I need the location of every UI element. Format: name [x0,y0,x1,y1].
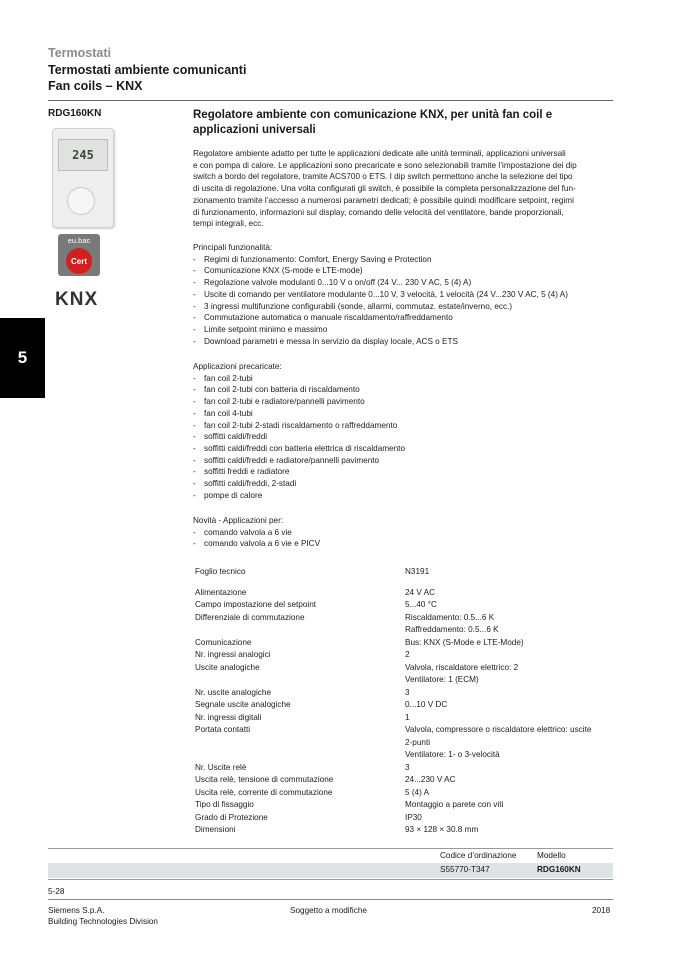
spec-row [195,724,592,736]
header-divider [48,100,613,101]
footer-company [48,905,158,927]
spec-row [195,662,519,674]
spec-value: 93 × 128 × 30.8 mm [405,825,479,834]
footer-divider [48,899,613,900]
thermostat-image [52,128,114,228]
list-item: - fan coil 2-tubi con batteria di riscaldamento [193,384,618,396]
spec-value: 24 V AC [405,588,436,597]
eubac-label: eu.bac [67,236,91,245]
list-item: - fan coil 2-tubi [193,373,618,385]
apps-section [193,361,618,501]
spec-value: 5...40 °C [405,600,437,610]
list-item: - Limite setpoint minimo e massimo [193,324,618,336]
spec-row [195,612,495,624]
order-divider-top [48,848,613,849]
spec-label: Comunicazione [195,638,252,647]
news-section [193,515,618,550]
list-item: - fan coil 2-tubi e radiatore/pannelli pavimento [193,396,618,408]
list-item: - Download parametri e messa in servizio da display locale, ACS o ETS [193,336,618,348]
order-row [48,863,613,878]
spec-row [195,812,422,824]
spec-row [195,712,410,724]
spec-row [195,824,479,836]
spec-label: Differenziale di commutazione [195,612,305,622]
news-heading: Novità - Applicazioni per: [193,516,284,525]
intro-line: Regolatore ambiente adatto per tutte le applicazioni dedicate alle unità terminali, applicazioni universali [193,149,566,158]
spec-label: Nr. ingressi digitali [195,712,262,722]
spec-label: Nr. ingressi analogici [195,650,271,660]
spec-label: Uscite analogiche [195,662,260,672]
spec-row [195,587,436,599]
spec-label: Nr. uscite analogiche [195,688,272,697]
spec-value: 3 [405,688,410,697]
spec-row [195,799,504,811]
order-model-header: Modello [537,851,566,860]
footer-year: 2018 [592,906,611,915]
spec-value: Valvola, riscaldatore elettrico: 2 [405,662,519,672]
spec-value: IP30 [405,812,422,822]
list-item: - soffitti caldi/freddi con batteria elettrica di riscaldamento [193,443,618,455]
spec-value: Riscaldamento: 0.5...6 K [405,612,495,622]
intro-line: tempi integrali, ecc. [193,219,264,229]
spec-value: Raffreddamento: 0.5...6 K [405,625,499,635]
list-item: - Regolazione valvole modulanti 0...10 V o on/off (24 V... 230 V AC, 5 (4) A) [193,277,618,289]
functions-heading: Principali funzionalità: [193,243,273,252]
spec-label: Foglio tecnico [195,567,246,576]
list-item: - fan coil 4-tubi [193,408,618,420]
spec-label: Dimensioni [195,825,236,834]
spec-label: Portata contatti [195,725,251,735]
spec-value: 2-punti [405,737,431,747]
category-heading: Termostati [48,46,111,60]
eubac-cert-logo [58,234,100,276]
order-divider-bottom [48,879,613,880]
product-title: Regolatore ambiente con comunicazione KNX, per unità fan coil e applicazioni universali [193,109,553,136]
list-item: - soffitti freddi e radiatore [193,466,618,478]
spec-row [195,649,410,661]
intro-line: e con pompa di calore. Le applicazioni sono precaricate e sono selezionabili tramite l’impostazione dei dip [193,160,577,170]
spec-label: Alimentazione [195,588,247,597]
list-item: - soffitti caldi/freddi e radiatore/pannelli pavimento [193,455,618,467]
spec-value: Ventilatore: 1 (ECM) [405,675,479,685]
spec-row [195,774,456,786]
spec-row [195,787,430,799]
knx-logo: KNX [55,289,99,310]
spec-label: Tipo di fissaggio [195,800,254,810]
intro-line: di funzionamento, informazioni sul display, comando delle velocità del ventilatore, bande proporzionali, [193,207,564,217]
list-item: - 3 ingressi multifunzione configurabili (sonde, allarmi, commutaz. estate/inverno, ecc.) [193,301,618,313]
order-code: S55770-T347 [440,865,490,874]
cert-badge: Cert [66,248,92,274]
intro-line: di uscita di regolazione. Una volta configurati gli switch, è possibile la completa personalizzazione del fun- [193,184,576,194]
page-title: Termostati ambiente comunicanti [48,63,247,77]
order-model: RDG160KN [537,865,581,874]
spec-value: Montaggio a parete con viti [405,800,504,810]
spec-value: 5 (4) A [405,787,430,797]
list-item: - pompe di calore [193,490,618,502]
spec-value: N3191 [405,567,430,576]
intro-line: zionamento tramite l’accesso a numerosi parametri dedicati; è possibile quindi modificare setpoint, regimi [193,195,574,205]
apps-heading: Applicazioni precaricate: [193,362,282,371]
thermostat-knob [67,187,95,215]
company-name: Siemens S.p.A. [48,906,105,915]
section-tab: 5 [0,318,45,398]
order-code-header: Codice d’ordinazione [440,851,517,860]
news-list [193,527,618,550]
list-item: - Uscite di comando per ventilatore modulante 0...10 V, 3 velocità, 1 velocità (24 V...230 V AC, 5 (4) A) [193,289,618,301]
list-item: - Commutazione automatica o manuale riscaldamento/raffreddamento [193,312,618,324]
spec-value: 3 [405,763,410,772]
spec-value: 1 [405,712,410,722]
spec-row [195,687,410,699]
functions-section [193,242,618,347]
intro-line: switch a bordo del regolatore, tramite ACS700 o ETS. I dip switch permettono anche la selezione del tipo [193,172,573,182]
spec-value: Bus: KNX (S-Mode e LTE-Mode) [405,638,524,647]
spec-label: Nr. Uscite relè [195,763,247,772]
spec-label: Segnale uscite analogiche [195,700,291,710]
spec-label: Grado di Protezione [195,812,268,822]
spec-label: Campo impostazione del setpoint [195,600,317,610]
spec-row [195,566,430,578]
list-item: - soffitti caldi/freddi, 2-stadi [193,478,618,490]
spec-value: Ventilatore: 1- o 3-velocità [405,750,500,759]
functions-list [193,254,618,348]
list-item: - fan coil 2-tubi 2-stadi riscaldamento o raffreddamento [193,420,618,432]
division-name: Building Technologies Division [48,917,158,926]
spec-value: 2 [405,650,410,660]
page-number: 5-28 [48,887,65,896]
list-item: - soffitti caldi/freddi [193,431,618,443]
spec-row [195,637,524,649]
spec-row [195,599,437,611]
list-item: - comando valvola a 6 vie [193,527,618,539]
spec-row [195,762,410,774]
page-subtitle: Fan coils – KNX [48,79,143,93]
apps-list [193,373,618,502]
list-item: - comando valvola a 6 vie e PICV [193,538,618,550]
spec-value: 0...10 V DC [405,700,448,710]
spec-row [195,699,448,711]
spec-label: Uscita relè, corrente di commutazione [195,787,333,797]
list-item: - Regimi di funzionamento: Comfort, Energy Saving e Protection [193,254,618,266]
thermostat-display: 245 [58,139,108,171]
spec-label: Uscita relè, tensione di commutazione [195,775,334,785]
spec-value: 24...230 V AC [405,775,456,785]
list-item: - Comunicazione KNX (S-mode e LTE-mode) [193,265,618,277]
intro-paragraph [193,148,618,230]
spec-value: Valvola, compressore o riscaldatore elettrico: uscite [405,725,592,735]
footer-notice: Soggetto a modifiche [290,906,367,915]
product-model: RDG160KN [48,108,102,119]
